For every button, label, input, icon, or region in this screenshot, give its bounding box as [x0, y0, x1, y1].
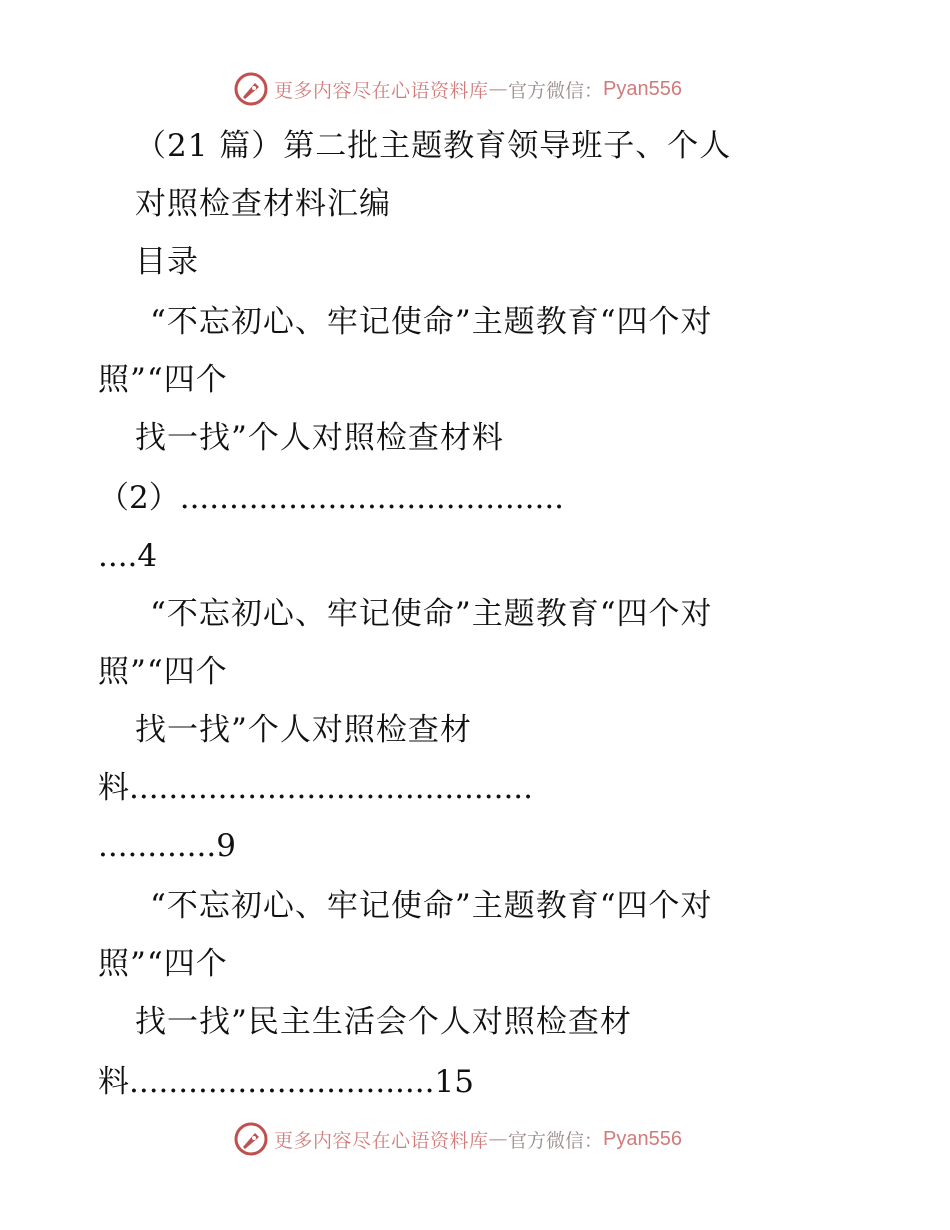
footer-banner-wechat-label: 官方微信：	[508, 1129, 604, 1152]
toc-entry-2-line1: “不忘初心、牢记使命”主题教育“四个对	[150, 596, 713, 632]
banner-dash: —	[488, 78, 509, 100]
toc-entry-1-line3: 找一找”个人对照检查材料	[135, 420, 504, 456]
banner-wechat-label: 官方微信：	[508, 79, 604, 102]
toc-entry-1-line1: “不忘初心、牢记使命”主题教育“四个对	[150, 304, 713, 340]
toc-entry-3-line2: 照”“四个	[98, 946, 228, 982]
toc-entry-3-line4: 料...............................15	[98, 1064, 474, 1100]
pen-nib-logo-icon	[234, 72, 268, 106]
toc-entry-2-line3: 找一找”个人对照检查材	[135, 712, 472, 748]
footer-banner-dash: —	[488, 1128, 509, 1150]
toc-entry-1-line2: 照”“四个	[98, 362, 228, 398]
pen-nib-logo-icon	[234, 1122, 268, 1156]
doc-title-line2: 对照检查材料汇编	[135, 186, 391, 222]
toc-entry-1-page: ....4	[98, 538, 158, 574]
footer-banner-title: 更多内容尽在心语资料库	[274, 1129, 489, 1152]
toc-entry-3-line3: 找一找”民主生活会个人对照检查材	[135, 1004, 632, 1040]
banner-wechat-id: Pyan556	[603, 77, 682, 100]
toc-entry-2-line2: 照”“四个	[98, 654, 228, 690]
doc-title-line1: （21 篇）第二批主题教育领导班子、个人	[135, 128, 732, 164]
footer-banner	[234, 1122, 754, 1156]
toc-entry-2-line4: 料.........................................	[98, 770, 534, 806]
footer-banner-wechat-id: Pyan556	[603, 1127, 682, 1150]
toc-entry-3-line1: “不忘初心、牢记使命”主题教育“四个对	[150, 888, 713, 924]
toc-entry-2-page: ............9	[98, 828, 236, 864]
toc-entry-1-line4: （2）.......................................	[98, 480, 565, 516]
toc-heading: 目录	[135, 244, 199, 280]
header-banner	[234, 72, 754, 106]
banner-title: 更多内容尽在心语资料库	[274, 79, 489, 102]
